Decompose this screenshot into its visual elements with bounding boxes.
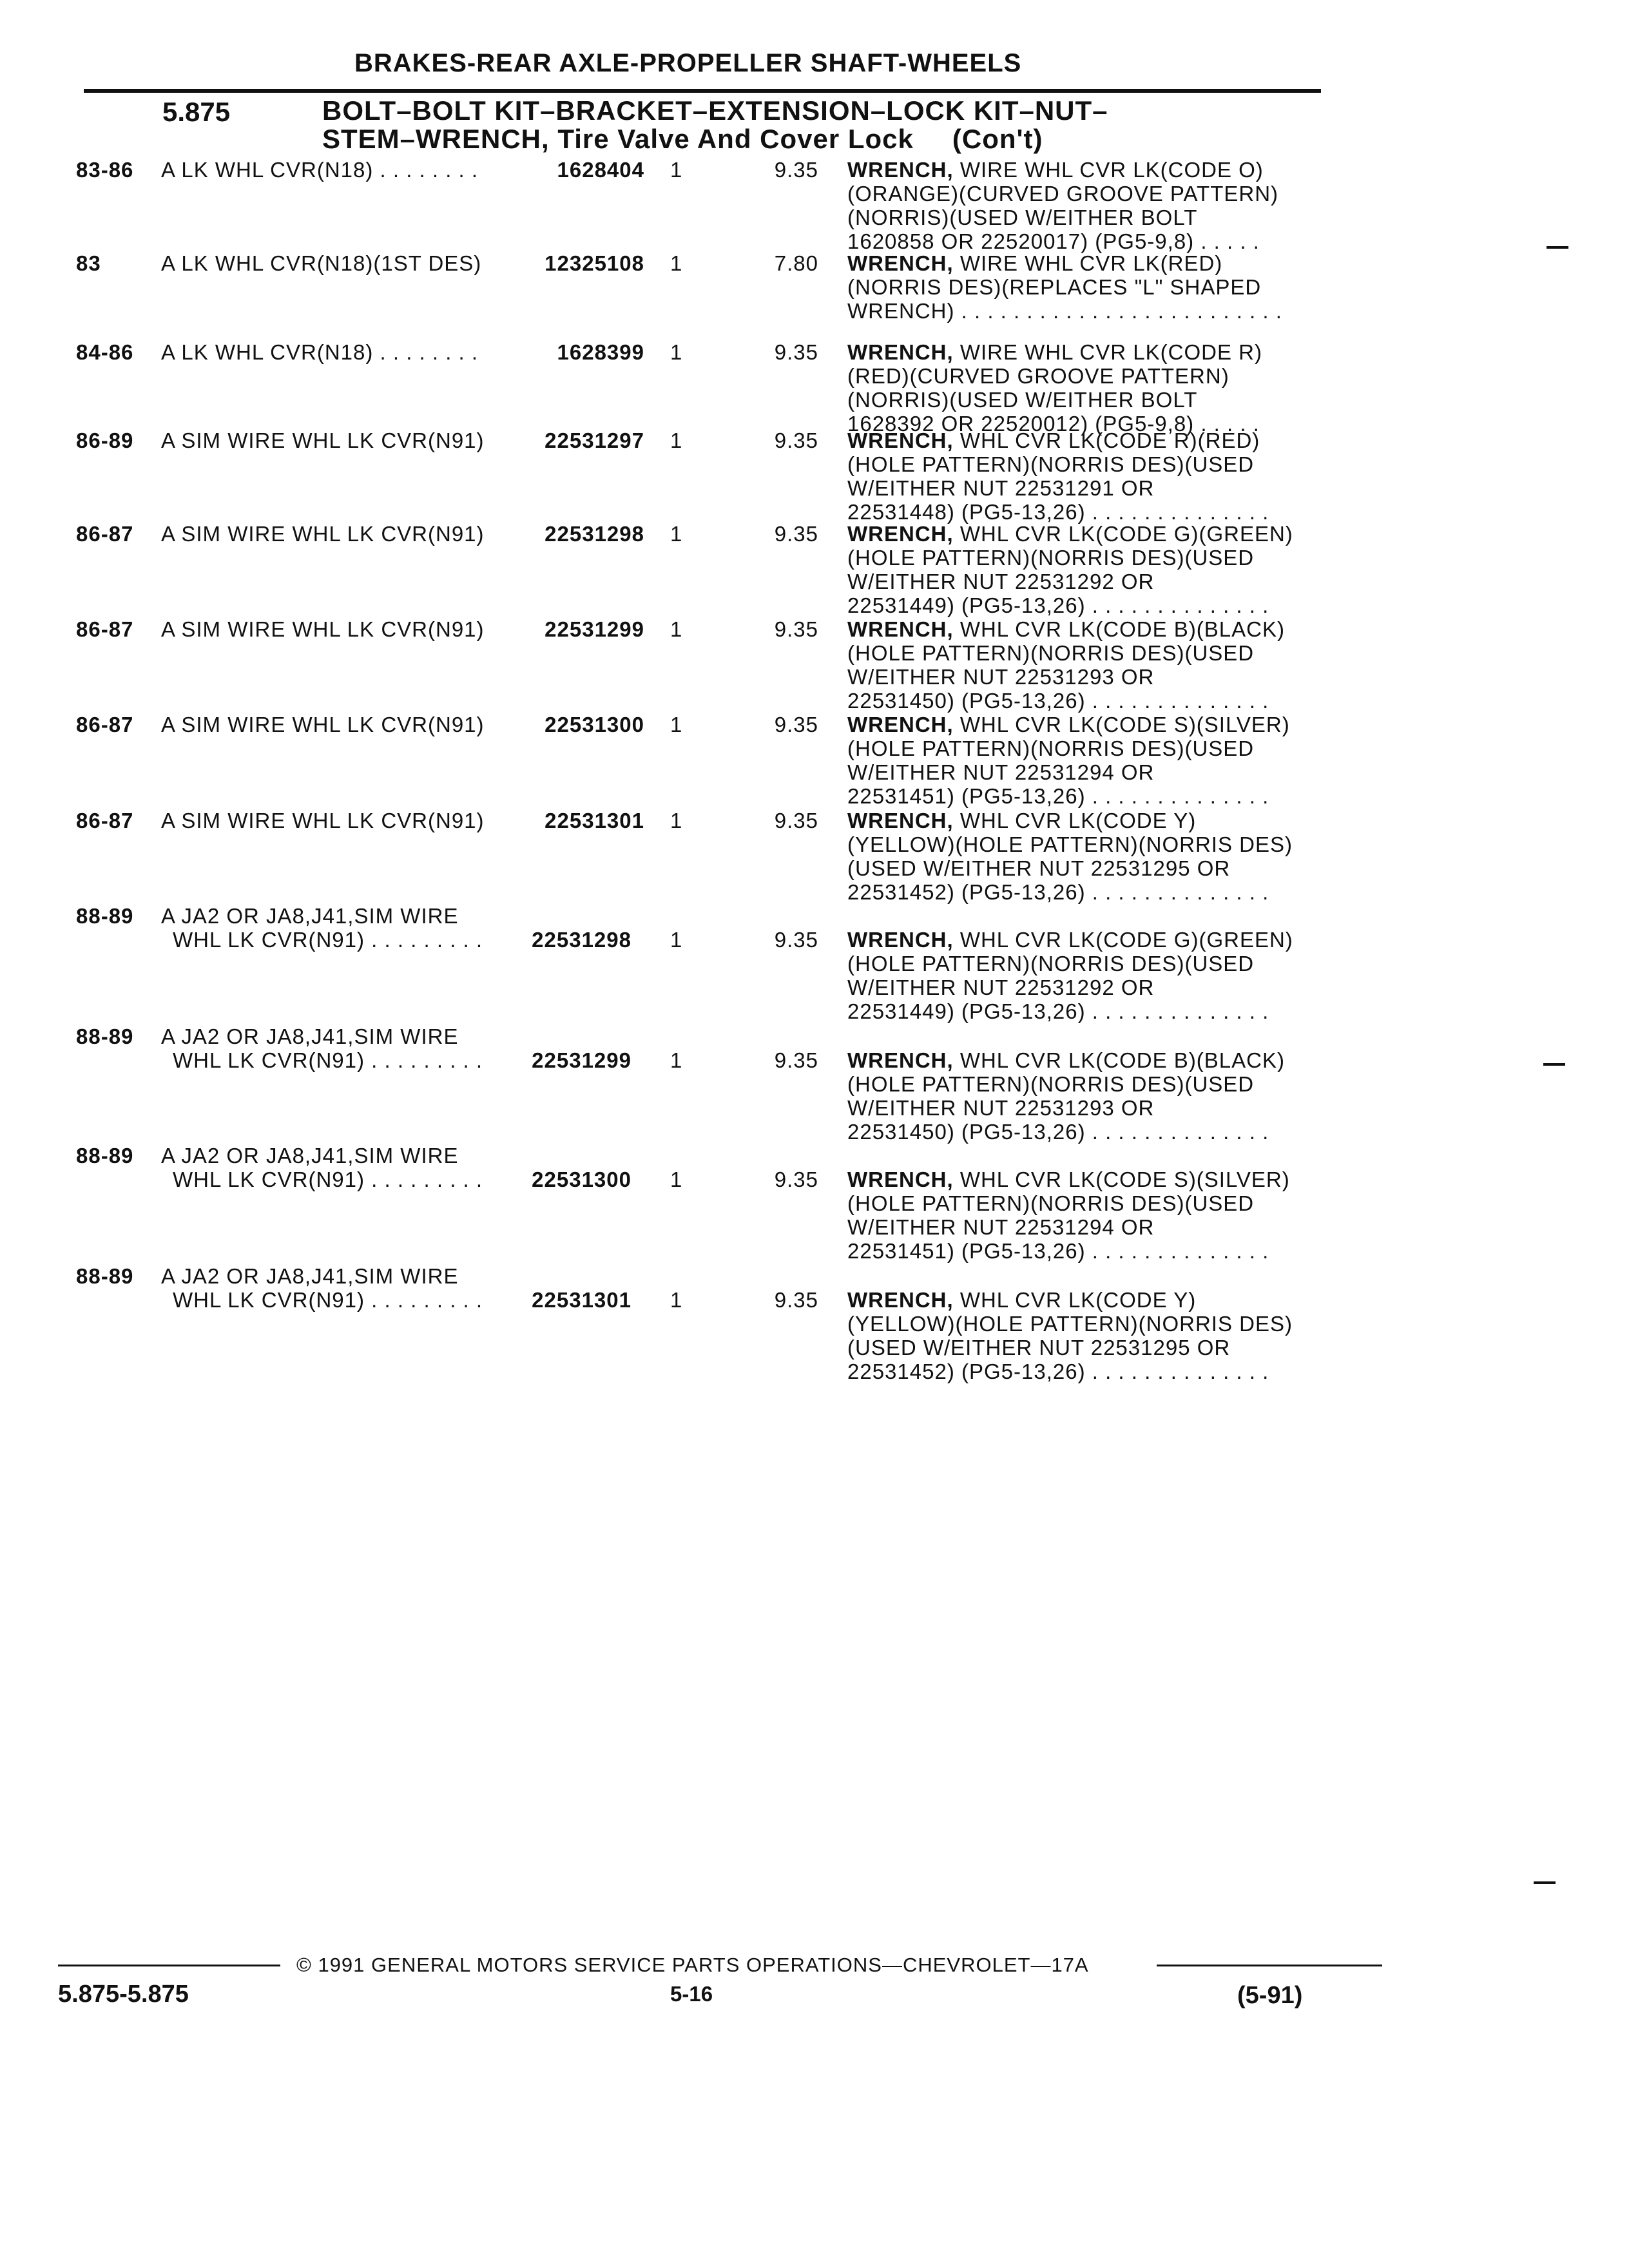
price: 9.35 [774, 617, 818, 641]
description-text: WHL CVR LK(CODE G)(GREEN) (HOLE PATTERN)(NORRIS DES)(USED W/EITHER NUT 22531292 OR 22531449) (PG5-13,26) . . . . . . . . . . . . . . [847, 928, 1293, 1023]
price: 9.35 [774, 713, 818, 736]
section-title-line2: STEM–WRENCH, Tire Valve And Cover Lock [322, 124, 914, 154]
footer-rule-right [1157, 1965, 1382, 1966]
price: 9.35 [774, 340, 818, 364]
model-years: 88-89 [76, 1144, 134, 1168]
page-header [84, 46, 1321, 93]
part-number: 22531299 [545, 617, 644, 641]
application: A JA2 OR JA8,J41,SIM WIRE [161, 1024, 459, 1048]
description-text: WHL CVR LK(CODE G)(GREEN) (HOLE PATTERN)(NORRIS DES)(USED W/EITHER NUT 22531292 OR 22531449) (PG5-13,26) . . . . . . . . . . . . . . [847, 522, 1293, 617]
description-text: WIRE WHL CVR LK(CODE R) (RED)(CURVED GROOVE PATTERN) (NORRIS)(USED W/EITHER BOLT 1628392 OR 22520012) (PG5-9,8) . . . . . [847, 340, 1262, 436]
quantity: 1 [670, 158, 683, 182]
quantity: 1 [670, 809, 683, 832]
part-number: 22531299 [532, 1048, 631, 1072]
quantity: 1 [670, 1288, 683, 1312]
quantity: 1 [670, 1168, 683, 1191]
application: A JA2 OR JA8,J41,SIM WIRE [161, 1144, 459, 1168]
revision-date: (5-91) [1237, 1982, 1303, 2009]
application: A SIM WIRE WHL LK CVR(N91) [161, 522, 485, 546]
model-years: 88-89 [76, 1264, 134, 1288]
price: 9.35 [774, 1288, 818, 1312]
application-line2: WHL LK CVR(N91) . . . . . . . . . [173, 1288, 483, 1312]
section-title-line1: BOLT–BOLT KIT–BRACKET–EXTENSION–LOCK KIT–NUT– [322, 95, 1108, 126]
part-number: 22531301 [545, 809, 644, 832]
quantity: 1 [670, 1048, 683, 1072]
model-years: 83 [76, 251, 101, 275]
description-keyword: WRENCH, [847, 251, 954, 275]
part-number: 22531297 [545, 428, 644, 452]
description-text: WHL CVR LK(CODE Y) (YELLOW)(HOLE PATTERN)(NORRIS DES) (USED W/EITHER NUT 22531295 OR 22531452) (PG5-13,26) . . . . . . . . . . . . . . [847, 809, 1293, 904]
description-text: WHL CVR LK(CODE S)(SILVER) (HOLE PATTERN)(NORRIS DES)(USED W/EITHER NUT 22531294 OR 22531451) (PG5-13,26) . . . . . . . . . . . . . . [847, 1168, 1290, 1263]
model-years: 84-86 [76, 340, 134, 364]
part-description [847, 713, 1324, 808]
model-years: 88-89 [76, 1024, 134, 1048]
application: A SIM WIRE WHL LK CVR(N91) [161, 617, 485, 641]
price: 9.35 [774, 428, 818, 452]
application-line2: WHL LK CVR(N91) . . . . . . . . . [173, 1048, 483, 1072]
description-keyword: WRENCH, [847, 713, 954, 736]
description-text: WHL CVR LK(CODE Y) (YELLOW)(HOLE PATTERN)(NORRIS DES) (USED W/EITHER NUT 22531295 OR 22531452) (PG5-13,26) . . . . . . . . . . . . . . [847, 1288, 1293, 1383]
price: 9.35 [774, 158, 818, 182]
quantity: 1 [670, 617, 683, 641]
model-years: 83-86 [76, 158, 134, 182]
price: 9.35 [774, 1168, 818, 1191]
application: A SIM WIRE WHL LK CVR(N91) [161, 428, 485, 452]
description-keyword: WRENCH, [847, 428, 954, 452]
part-description [847, 928, 1324, 1023]
part-description [847, 428, 1324, 524]
description-text: WIRE WHL CVR LK(RED) (NORRIS DES)(REPLACES "L" SHAPED WRENCH) . . . . . . . . . . . . . . . . . . . . . . . . . [847, 251, 1282, 323]
description-keyword: WRENCH, [847, 809, 954, 832]
description-keyword: WRENCH, [847, 1168, 954, 1191]
part-number: 1628399 [557, 340, 644, 364]
part-description [847, 340, 1324, 436]
page-footer [58, 1947, 1321, 2009]
quantity: 1 [670, 713, 683, 736]
quantity: 1 [670, 522, 683, 546]
application: A SIM WIRE WHL LK CVR(N91) [161, 809, 485, 832]
price: 9.35 [774, 809, 818, 832]
application-line2: WHL LK CVR(N91) . . . . . . . . . [173, 1168, 483, 1191]
part-description [847, 809, 1324, 904]
model-years: 86-87 [76, 713, 134, 736]
model-years: 88-89 [76, 904, 134, 928]
part-number: 22531300 [545, 713, 644, 736]
price: 7.80 [774, 251, 818, 275]
part-number: 22531300 [532, 1168, 631, 1191]
quantity: 1 [670, 928, 683, 952]
description-text: WHL CVR LK(CODE R)(RED) (HOLE PATTERN)(NORRIS DES)(USED W/EITHER NUT 22531291 OR 22531448) (PG5-13,26) . . . . . . . . . . . . . . [847, 428, 1269, 524]
section-title [322, 97, 1289, 153]
continued-label: (Con't) [952, 124, 1043, 154]
application: A LK WHL CVR(N18) . . . . . . . . [161, 158, 479, 182]
section-number: 5.875 [162, 97, 231, 127]
page-number: 5-16 [670, 1982, 713, 2006]
part-number: 22531301 [532, 1288, 631, 1312]
page-title: BRAKES-REAR AXLE-PROPELLER SHAFT-WHEELS [354, 49, 1022, 77]
application: A LK WHL CVR(N18) . . . . . . . . [161, 340, 479, 364]
part-number: 22531298 [545, 522, 644, 546]
part-number: 22531298 [532, 928, 631, 952]
margin-mark [1543, 1063, 1565, 1066]
description-text: WHL CVR LK(CODE B)(BLACK) (HOLE PATTERN)(NORRIS DES)(USED W/EITHER NUT 22531293 OR 22531450) (PG5-13,26) . . . . . . . . . . . . . . [847, 1048, 1286, 1144]
application: A JA2 OR JA8,J41,SIM WIRE [161, 1264, 459, 1288]
application: A JA2 OR JA8,J41,SIM WIRE [161, 904, 459, 928]
footer-rule-left [58, 1965, 280, 1966]
part-description [847, 251, 1324, 323]
description-text: WHL CVR LK(CODE S)(SILVER) (HOLE PATTERN)(NORRIS DES)(USED W/EITHER NUT 22531294 OR 22531451) (PG5-13,26) . . . . . . . . . . . . . . [847, 713, 1290, 808]
price: 9.35 [774, 522, 818, 546]
part-description [847, 617, 1324, 713]
copyright-line: © 1991 GENERAL MOTORS SERVICE PARTS OPERATIONS—CHEVROLET—17A [296, 1954, 1089, 1976]
description-text: WIRE WHL CVR LK(CODE O) (ORANGE)(CURVED GROOVE PATTERN) (NORRIS)(USED W/EITHER BOLT 1620858 OR 22520017) (PG5-9,8) . . . . . [847, 158, 1279, 253]
quantity: 1 [670, 428, 683, 452]
price: 9.35 [774, 1048, 818, 1072]
description-keyword: WRENCH, [847, 928, 954, 952]
quantity: 1 [670, 340, 683, 364]
description-keyword: WRENCH, [847, 617, 954, 641]
model-years: 86-87 [76, 809, 134, 832]
description-text: WHL CVR LK(CODE B)(BLACK) (HOLE PATTERN)(NORRIS DES)(USED W/EITHER NUT 22531293 OR 22531450) (PG5-13,26) . . . . . . . . . . . . . . [847, 617, 1286, 713]
description-keyword: WRENCH, [847, 1288, 954, 1312]
margin-mark [1547, 246, 1568, 249]
application: A LK WHL CVR(N18)(1ST DES) [161, 251, 482, 275]
part-number: 12325108 [545, 251, 644, 275]
part-description [847, 522, 1324, 617]
description-keyword: WRENCH, [847, 158, 954, 182]
application: A SIM WIRE WHL LK CVR(N91) [161, 713, 485, 736]
part-description [847, 158, 1324, 253]
part-number: 1628404 [557, 158, 644, 182]
margin-mark [1534, 1881, 1556, 1884]
application-line2: WHL LK CVR(N91) . . . . . . . . . [173, 928, 483, 952]
section-range: 5.875-5.875 [58, 1981, 189, 2008]
quantity: 1 [670, 251, 683, 275]
section-title-line2-wrap [322, 125, 1289, 153]
model-years: 86-87 [76, 617, 134, 641]
part-description [847, 1168, 1324, 1263]
price: 9.35 [774, 928, 818, 952]
part-description [847, 1048, 1324, 1144]
model-years: 86-87 [76, 522, 134, 546]
description-keyword: WRENCH, [847, 522, 954, 546]
description-keyword: WRENCH, [847, 1048, 954, 1072]
model-years: 86-89 [76, 428, 134, 452]
description-keyword: WRENCH, [847, 340, 954, 364]
part-description [847, 1288, 1324, 1383]
